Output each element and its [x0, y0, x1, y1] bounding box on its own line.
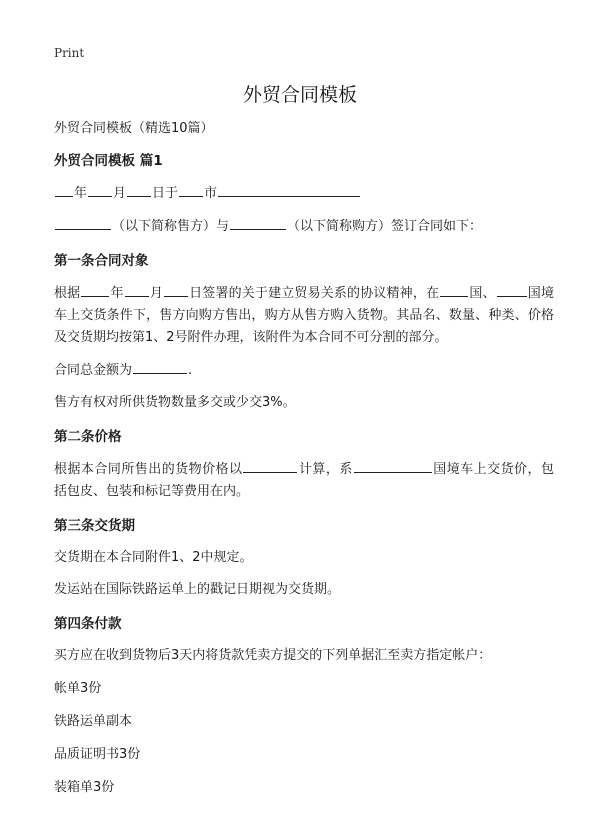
document-list-item: 铁路运单副本 [54, 714, 133, 729]
day-blank [127, 182, 151, 197]
payment-intro: 买方应在收到货物后3天内将货款凭卖方提交的下列单据汇至卖方指定帐户： [54, 648, 492, 663]
sec1-text-b: 年 [110, 286, 124, 301]
delivery-date-line: 发运站在国际铁路运单上的戳记日期视为交货期。 [54, 582, 341, 597]
document-list-item: 装箱单3份 [54, 780, 115, 795]
sec2-text-c: 国境车上交货价，包括包皮、包装和标记等费用在内。 [54, 462, 554, 499]
sec1-year-blank [81, 282, 109, 297]
price-basis-blank [243, 458, 297, 473]
document-title: 外贸合同模板 [242, 84, 357, 106]
section-2-paragraph [54, 458, 554, 503]
document-subtitle: 外贸合同模板（精选10篇） [54, 121, 214, 136]
buyer-note: （以下简称购方）签订合同如下： [287, 219, 483, 234]
seller-blank [55, 215, 111, 230]
year-blank [55, 182, 73, 197]
date-line [54, 182, 554, 205]
sec2-text-a: 根据本合同所售出的货物价格以 [54, 462, 243, 477]
contract-total-line [54, 359, 554, 382]
part-heading: 外贸合同模板 篇1 [54, 153, 163, 169]
sec1-text-a: 根据 [54, 286, 81, 301]
day-text: 日于 [152, 186, 179, 201]
month-text: 月 [113, 186, 127, 201]
sec1-month-blank [125, 282, 149, 297]
total-end: . [188, 363, 193, 378]
sec1-text-e: 国、 [469, 286, 496, 301]
total-blank [133, 359, 187, 374]
sec1-text-c: 月 [149, 286, 163, 301]
sec2-text-b: 计算，系 [298, 462, 353, 477]
section-1-paragraph [54, 282, 554, 349]
sec1-country-a-blank [440, 282, 468, 297]
section-2-heading: 第二条价格 [54, 429, 122, 445]
sec1-text-d: 日签署的关于建立贸易关系的协议精神，在 [188, 286, 440, 301]
section-3-heading: 第三条交货期 [54, 518, 135, 534]
total-label: 合同总金额为 [54, 363, 133, 378]
print-label: Print [54, 46, 85, 60]
section-4-heading: 第四条付款 [54, 616, 122, 632]
document-list-item: 帐单3份 [54, 681, 102, 696]
document-body [54, 118, 554, 799]
month-blank [88, 182, 112, 197]
section-1-heading: 第一条合同对象 [54, 253, 149, 269]
place-blank [179, 182, 203, 197]
border-blank [354, 458, 432, 473]
year-text: 年 [74, 186, 88, 201]
parties-line [54, 215, 554, 238]
sec1-country-b-blank [497, 282, 527, 297]
document-list-item: 品质证明书3份 [54, 747, 141, 762]
city-text: 市 [204, 186, 218, 201]
buyer-blank [230, 215, 286, 230]
seller-note: （以下简称售方）与 [112, 219, 230, 234]
delivery-term-line: 交货期在本合同附件1、2中规定。 [54, 550, 253, 565]
sec1-text-f: 国境车上交货条件下，售方向购方售出，购方从售方购入货物。其品名、数量、种类、价格及交货期均按第1、2号附件办理，该附件为本合同不可分割的部分。 [54, 286, 554, 345]
sec1-day-blank [164, 282, 188, 297]
city-blank [218, 182, 360, 197]
tolerance-line: 售方有权对所供货物数量多交或少交3%。 [54, 395, 296, 410]
